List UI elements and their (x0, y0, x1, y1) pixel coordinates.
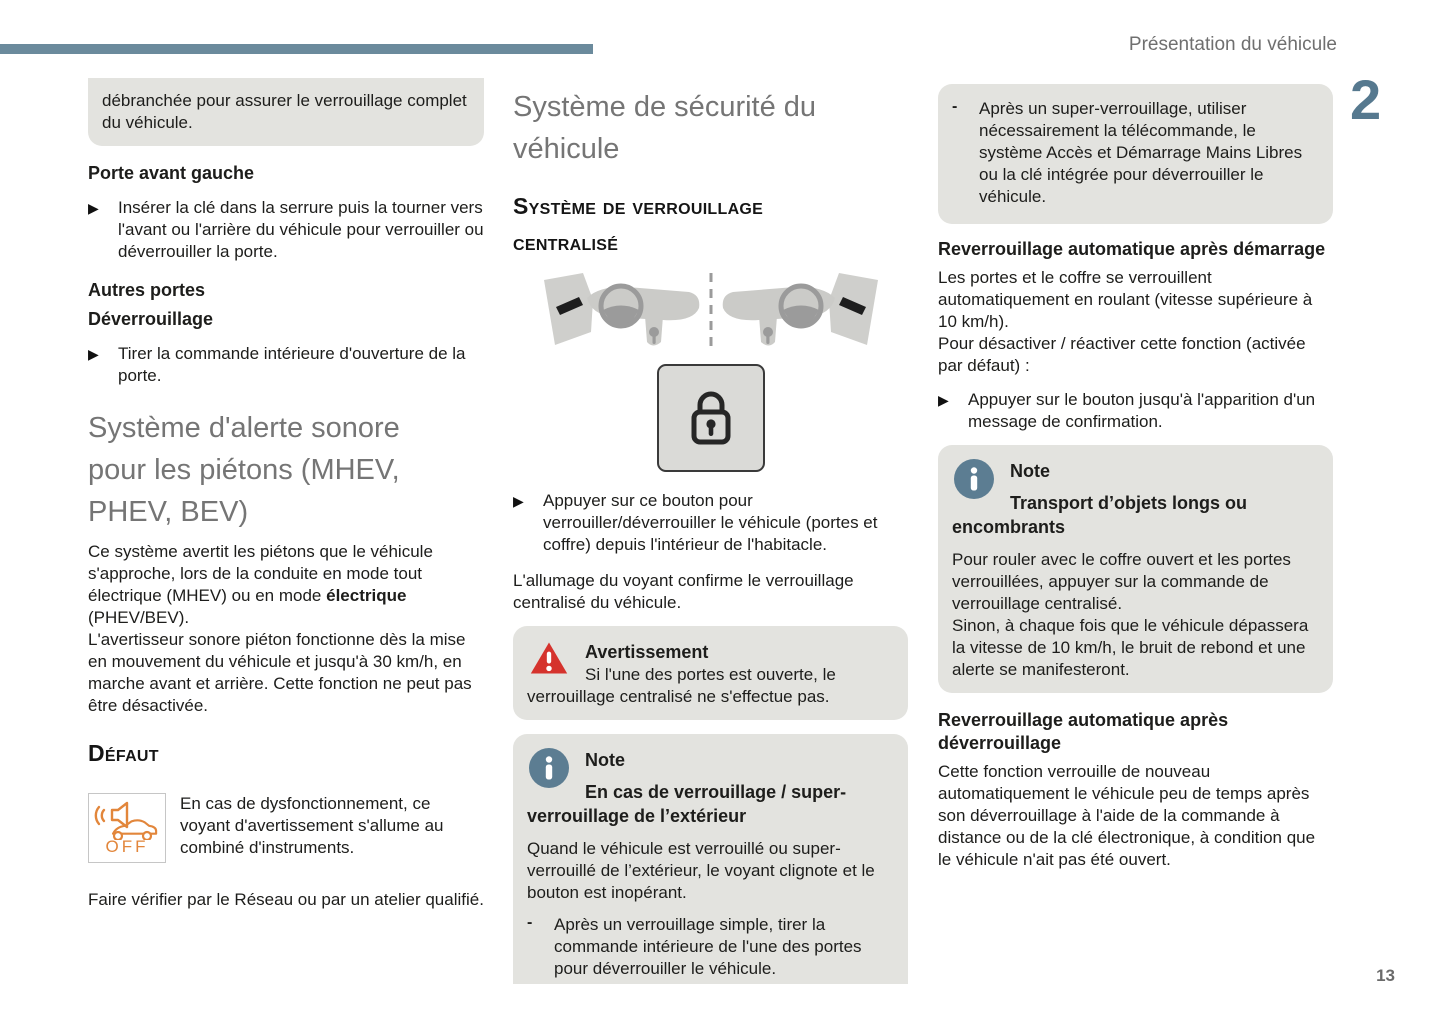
padlock-icon (683, 387, 739, 449)
column-right (938, 78, 1333, 871)
list-item (527, 914, 894, 980)
note-paragraph: Quand le véhicule est verrouillé ou super-verrouillé de l’extérieur, le voyant clignote et le bouton est inopérant. (527, 839, 875, 902)
heading-relock-after-unlock: Reverrouillage automatique après déverrouillage (938, 710, 1229, 753)
paragraph-operation: L'avertisseur sonore piéton fonctionne dès la mise en mouvement du véhicule et jusqu'à 30 km/h, en marche avant et arrière. Cette fonction ne peut pas être désactivée. (88, 630, 472, 715)
dash-bullet: - (527, 914, 533, 931)
central-locking-button[interactable] (657, 364, 765, 472)
note-paragraph: Sinon, à chaque fois que le véhicule dépassera la vitesse de 10 km/h, le bruit de rebond et une alerte se manifesteront. (952, 616, 1309, 679)
pedestrian-alert-off-icon (88, 793, 166, 863)
arrow-bullet: ▶ (88, 346, 99, 362)
paragraph-bold-part: électrique (326, 586, 407, 605)
dash-bullet: - (952, 98, 958, 115)
title-line: Système d'alerte sonore (88, 412, 400, 444)
carryover-text: débranchée pour assurer le verrouillage complet du véhicule. (102, 91, 467, 132)
off-label: OFF (105, 837, 149, 856)
paragraph-alert (88, 541, 484, 629)
heading-front-left-door: Porte avant gauche (88, 163, 255, 183)
section-title-pedestrian-alert (88, 407, 484, 533)
arrow-bullet: ▶ (88, 200, 99, 216)
paragraph-relock: Cette fonction verrouille de nouveau automatiquement le véhicule peu de temps après son déverrouillage à l'aide de la commande à distance ou de la clé électronique, à condition que le véhicule n'ait pas été ouvert. (938, 762, 1316, 869)
warning-triangle-icon (529, 640, 569, 676)
super-locking-box (938, 84, 1333, 224)
paragraph-deactivate: Pour désactiver / réactiver cette fonction (activée par défaut) : (938, 334, 1306, 375)
warning-text: Si l'une des portes est ouverte, le verrouillage centralisé ne s'effectue pas. (527, 665, 836, 706)
arrow-bullet: ▶ (938, 392, 949, 408)
heading-other-doors: Autres portes (88, 280, 206, 300)
heading-unlocking: Déverrouillage (88, 309, 214, 329)
column-left (88, 78, 484, 911)
arrow-bullet: ▶ (513, 493, 524, 509)
list-item (513, 490, 908, 556)
info-icon (529, 748, 569, 788)
title-line: véhicule (513, 133, 620, 165)
list-item-text: Après un verrouillage simple, tirer la commande intérieure de l'une des portes pour déverrouiller le véhicule. (554, 915, 862, 978)
list-item (952, 98, 1319, 208)
paragraph-part: (PHEV/BEV). (88, 608, 190, 627)
heading-fault: Défaut (88, 740, 159, 766)
car-doors-illustration (541, 270, 881, 350)
heading-central-locking (513, 188, 908, 260)
warning-title: Avertissement (585, 642, 709, 662)
note-subtitle: En cas de verrouillage / super-verrouillage de l’extérieur (527, 782, 847, 826)
title-line: pour les piétons (MHEV, (88, 454, 400, 486)
title-line: Système de sécurité du (513, 91, 817, 123)
section-title-security-system (513, 86, 908, 170)
heading-relock-after-start: Reverrouillage automatique après démarrage (938, 239, 1326, 259)
page-number: 13 (1376, 966, 1395, 985)
chapter-number: 2 (1350, 68, 1382, 131)
note-paragraph: Pour rouler avec le coffre ouvert et les portes verrouillées, appuyer sur la commande de verrouillage centralisé. (952, 550, 1291, 613)
list-item-text: Après un super-verrouillage, utiliser nécessairement la télécommande, le système Accès et Démarrage Mains Libres ou la clé intégrée pour déverrouiller le véhicule. (979, 99, 1303, 206)
note-box-exterior-locking (513, 734, 908, 984)
warning-box (513, 626, 908, 720)
list-item-text: Tirer la commande intérieure d'ouverture de la porte. (118, 344, 466, 385)
paragraph-check-network: Faire vérifier par le Réseau ou par un atelier qualifié. (88, 890, 484, 909)
subtitle-line: centralisé (513, 229, 619, 255)
note-title: Note (1010, 461, 1050, 481)
note-subtitle: Transport d’objets longs ou encombrants (952, 493, 1248, 537)
list-item (88, 343, 484, 387)
paragraph-indicator: L'allumage du voyant confirme le verrouillage centralisé du véhicule. (513, 571, 854, 612)
list-item (88, 197, 484, 263)
note-title: Note (585, 750, 625, 770)
title-line: PHEV, BEV) (88, 496, 249, 528)
carryover-text-box (88, 78, 484, 146)
fault-indicator-row (88, 793, 484, 863)
note-box-long-objects (938, 445, 1333, 693)
column-middle (513, 78, 908, 984)
paragraph-fault: En cas de dysfonctionnement, ce voyant d'avertissement s'allume au combiné d'instruments. (180, 794, 444, 857)
paragraph-doors-lock: Les portes et le coffre se verrouillent automatiquement en roulant (vitesse supérieure à 10 km/h). (938, 268, 1313, 331)
speaker-car-glyph (91, 794, 163, 840)
info-icon (954, 459, 994, 499)
list-item-text: Appuyer sur ce bouton pour verrouiller/déverrouiller le véhicule (portes et coffre) depuis l'intérieur de l'habitacle. (543, 491, 878, 554)
list-item-text: Appuyer sur le bouton jusqu'à l'apparition d'un message de confirmation. (968, 390, 1316, 431)
subtitle-line: Système de verrouillage (513, 193, 764, 219)
header-accent-bar (0, 44, 593, 54)
list-item-text: Insérer la clé dans la serrure puis la tourner vers l'avant ou l'arrière du véhicule pour verrouiller ou déverrouiller la porte. (118, 198, 484, 261)
running-header: Présentation du véhicule (1128, 34, 1337, 55)
paragraph-part: Ce système avertit les piétons que le véhicule s'approche, lors de la conduite en mode tout électrique (MHEV) ou en mode (88, 542, 433, 605)
list-item (938, 389, 1333, 433)
